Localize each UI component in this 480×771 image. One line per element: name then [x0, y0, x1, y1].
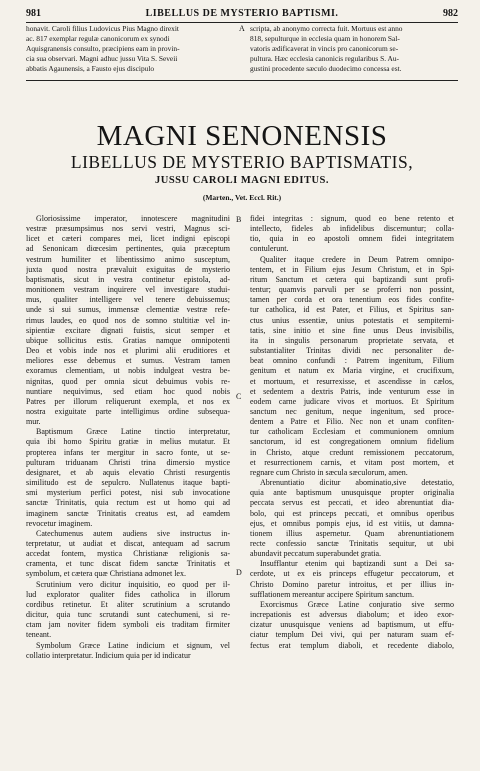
text-line: tio, quia in eo apostoli omnem fidei integritatem: [250, 234, 454, 244]
text-line: mus, qualiter intelligere vel tenere debuissemus;: [26, 295, 230, 305]
text-line: cordibus retinetur. Et aliter scrutinium a scrutando: [26, 599, 230, 609]
text-line: ejus, et omnibus pompis ejus, id est vitiis, ut damna-: [250, 518, 454, 528]
text-line: Aquisgranensis consulto, præcipiens eam in provin-: [26, 44, 180, 53]
text-line: genitum et natum ex Maria virgine, et crucifixum,: [250, 366, 454, 376]
text-line: Abrenuntiatio dicitur abominatio,sive detestatio,: [260, 478, 454, 488]
text-line: monitionem vestram inquirere vel investigare studui-: [26, 285, 230, 295]
margin-letter-b: B: [236, 215, 242, 224]
text-line: tamen per corda et ora tenentium eos fides confite-: [250, 295, 454, 305]
text-line: nuntiare nequivimus, sed etiam hoc quod nobis: [26, 386, 230, 396]
text-line: ita in singulis personarum proprietate servata, et: [250, 335, 454, 345]
text-line: abundavit peccatum superabundet gratia.: [250, 549, 382, 559]
margin-letter-a: A: [239, 24, 245, 33]
header-rule: [26, 22, 458, 23]
text-line: ciatur templum Dei vivi, qui per naturam suam ef-: [250, 630, 454, 640]
work-subtitle: LIBELLUS DE MYSTERIO BAPTISMATIS,: [70, 152, 414, 172]
text-line: Exorcismus Græce Latine conjuratio sive sermo: [260, 599, 454, 609]
text-line: tentem, et in Filium ejus Jesum Christum, et in Spi-: [250, 264, 454, 274]
text-line: sufflationem mereantur accipere Spiritum sanctum.: [250, 589, 415, 599]
section-rule: [26, 80, 458, 81]
text-line: Gloriosissime imperator, innotescere magnitudini: [36, 214, 230, 223]
text-line: fidei integritas : signum, quod eo bene retento et: [250, 214, 454, 223]
text-line: terpretatur, ut audiat et discat, antequam ad sacrum: [26, 539, 230, 548]
previous-text-left-column: [26, 24, 234, 74]
text-line: tur catholica, id est Pater, et Filius, et Spiritus san-: [250, 305, 454, 315]
text-line: lud explorator qualiter fides catholica in illorum: [26, 589, 230, 599]
text-line: imaginem sanctæ Trinitatis creatus est, ad eamdem: [26, 508, 230, 518]
text-line: cizatur unusquisque veniens ad baptismum, ut effu-: [250, 620, 454, 630]
previous-text-right-column: [250, 24, 458, 74]
text-line: peccata servus est peccati, et ideo abrenuntiat dia-: [250, 498, 454, 508]
text-line: propterea infans ter mergitur in sacro fonte, ut se-: [26, 447, 230, 457]
text-line: in Christo, atque credunt remissionem peccatorum,: [250, 447, 454, 457]
text-line: similitudo est de sepulcro. Nullatenus itaque bapti-: [26, 478, 230, 488]
text-line: collatio interpretatur. Indicium quia per id indicatur: [26, 650, 191, 660]
text-line: ctus unius essentiæ, unius potestatis et sempiterni-: [250, 315, 454, 325]
text-line: ac. 817 exemplar regulæ canonicorum ex synodi: [26, 34, 170, 43]
text-line: licet et cæteri compares mei, licet indigni episcopi: [26, 234, 230, 244]
text-line: substantialiter Trinitas dividi nec personaliter de-: [250, 346, 454, 356]
text-line: fectus erat templum diaboli, et recedente diabolo,: [250, 640, 454, 650]
text-line: Symbolum Græce Latine indicium et signum, vel: [36, 640, 230, 650]
text-line: tionem illius aspernetur. Quam abrenuntiationem: [250, 528, 454, 538]
text-line: sanctum nec genitum, neque ingenitum, sed proce-: [250, 406, 454, 416]
text-line: dicitur, quia tunc scrutandi sunt catechumeni, si re-: [26, 610, 230, 620]
margin-letter-c: C: [236, 392, 242, 401]
page-number-left: 981: [26, 8, 41, 19]
margin-letter-d: D: [236, 568, 242, 577]
work-title: MAGNI SENONENSIS: [96, 120, 388, 152]
text-line: gustini procedente sæculo duodecimo concessa est.: [250, 64, 402, 73]
text-line: Insufflantur etenim qui baptizandi sunt a Dei sa-: [260, 559, 454, 569]
text-line: vestræ præsumpsimus nos servi vestri, Magnus sci-: [26, 224, 230, 234]
text-line: tentur; quamvis parvuli per se proferri non possint,: [250, 285, 454, 295]
text-line: recte confessio sanctæ Trinitatis sequitur, ut ubi: [250, 539, 454, 548]
text-line: Qualiter itaque credere in Deum Patrem omnipo-: [260, 254, 454, 264]
text-line: cerdote, ut ex eis princeps effugetur peccatorum, et: [250, 569, 454, 579]
text-line: pultura. Hæc ecclesia canonicis regularibus S. Au-: [250, 54, 399, 63]
text-line: Christo Domino paretur introitus, et per illius in-: [250, 579, 454, 589]
text-line: vatoris ædificaverat in vincis pro canonicorum se-: [250, 44, 399, 53]
text-line: Catechumenus autem audiens sive instructus in-: [36, 528, 230, 538]
text-line: ritum Sanctum et cætera qui baptizandi sunt profi-: [250, 274, 454, 284]
text-line: rimus laudes, eo quod nos de somno stultitiæ vel in-: [26, 315, 230, 325]
commission-line: JUSSU CAROLI MAGNI EDITUS.: [154, 175, 330, 186]
text-line: increpationis est adversus diabolum; et ideo exor-: [250, 610, 454, 620]
text-line: honavit. Caroli filius Ludovicus Pius Magno direxit: [26, 24, 179, 33]
text-line: smi mysterium perfici potest, nisi sub invocatione: [26, 488, 230, 498]
text-line: Patres per illorum reliquerunt exempla, et nos ex: [26, 396, 230, 406]
text-line: Scrutinium vero dicitur inquisitio, eo quod per il-: [36, 579, 230, 589]
text-line: cia sua observari. Magni adhuc jussu Vita S. Seveii: [26, 54, 178, 63]
text-line: dentem a Patre et Filio. Nec non et unam confiten-: [250, 417, 454, 427]
text-line: beat omnino confundi : Patrem ingenitum, Filium: [250, 356, 454, 366]
body-left-column: [26, 214, 230, 661]
text-line: scripta, ab anonymo correcta fuit. Mortuus est anno: [250, 24, 403, 33]
text-line: Deo et vobis inde nos et plurimi alii eruditiores et: [26, 346, 230, 356]
text-line: et sedentem a dextris Patris, inde venturum esse in: [250, 386, 454, 396]
page: [26, 0, 458, 771]
text-line: sanctorum, id est congregationem omnium fidelium: [250, 437, 454, 447]
source-citation: (Marten., Vet. Eccl. Rit.): [202, 193, 282, 202]
text-line: teneant.: [26, 630, 52, 640]
text-line: sanctæ Trinitatis, quia rectum est ut homo qui ad: [26, 498, 230, 508]
text-line: intellecto, fideles ab infidelibus discernuntur; colla-: [250, 224, 454, 234]
text-line: eodem carne judicare vivos et mortuos. Et Spiritum: [250, 396, 454, 406]
running-head: [26, 8, 458, 22]
text-line: quia ibi homo Spiritu gratiæ in melius mutatur. Et: [26, 437, 230, 447]
text-line: Baptismum Græce Latine tinctio interpretatur,: [36, 427, 230, 437]
text-line: baptismatis, sicut in vestra continetur epistola, ad-: [26, 274, 230, 284]
page-number-right: 982: [443, 8, 458, 19]
text-line: 818, sepulturque in ecclesia quam in honorem Sal-: [250, 34, 400, 43]
text-line: abbatis Agaunensis, a Fausto ejus discipulo: [26, 64, 155, 73]
text-line: symbolum, et cætera quæ Christiana admonet lex.: [26, 569, 186, 579]
text-line: revocetur imaginem.: [26, 518, 93, 528]
text-line: et mortuum, et resurrexisse, et ascendisse in cælos,: [250, 376, 454, 386]
text-line: exoramus clementiam, ut nobis indulgeat vestra be-: [26, 366, 230, 376]
text-line: et resurrectionem carnis, et vitam post mortem, et: [250, 457, 454, 467]
text-line: nignitas, quod per omnia sicut debuimus vobis re-: [26, 376, 230, 386]
text-line: regnare cum Christo in sæcula sæculorum, amen.: [250, 467, 408, 477]
text-line: contulerunt.: [250, 244, 289, 254]
text-line: tatis, sine initio et sine fine unus Deus invisibilis,: [250, 325, 454, 335]
body-right-column: [250, 214, 454, 651]
text-line: unde si sui sumus, immensæ clementiæ vestræ refe-: [26, 305, 230, 315]
text-line: tur catholicam Ecclesiam et communionem omnium: [250, 427, 454, 437]
text-line: juxta quod nostra prævaluit exiguitas de mysterio: [26, 264, 230, 274]
text-line: nostra exiguitate parte intelligimus ordine subsequa-: [26, 406, 230, 416]
text-line: vestrum humiliter et libentissimo animo susceptum,: [26, 254, 230, 264]
running-title: LIBELLUS DE MYSTERIO BAPTISMI.: [145, 8, 339, 19]
text-line: quia ante baptismum unusquisque propter originalia: [250, 488, 454, 498]
text-line: mur.: [26, 417, 41, 427]
text-line: bolo, qui est princeps peccati, et omnibus operibus: [250, 508, 454, 518]
text-line: pulturam triduanam Christi trina dimersio mystice: [26, 457, 230, 467]
text-line: ctam jam noviter fidem symboli eis traditam firmiter: [26, 620, 230, 630]
text-line: designaret, et ab aquis elevatio Christi resurgentis: [26, 467, 230, 477]
text-line: ad Senonicam diœcesim pertinentes, quia præceptum: [26, 244, 230, 254]
text-line: meliores esse debemus et sumus. Vestram tamen: [26, 356, 230, 366]
text-line: accedat fontem, mystica Christianæ religionis sa-: [26, 549, 230, 559]
text-line: cramenta, et tunc discat fidem sanctæ Trinitatis et: [26, 559, 230, 569]
text-line: ubique sollicitus estis. Gratias namque omnipotenti: [26, 335, 230, 345]
text-line: sipientiæ excitare dignati fuistis, sicut semper et: [26, 325, 230, 335]
